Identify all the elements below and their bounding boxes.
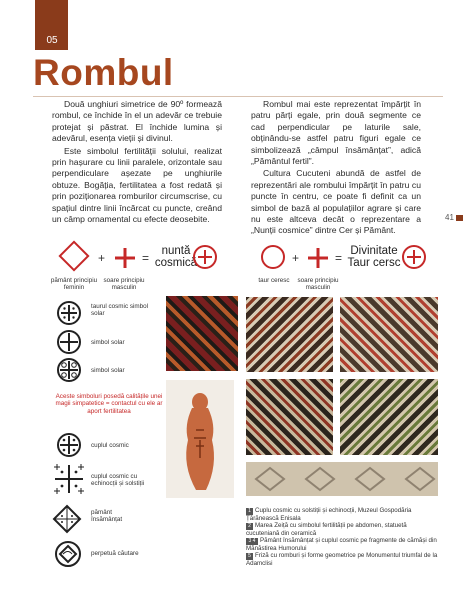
embroidered-textile-image — [166, 296, 238, 371]
circle-icon — [261, 245, 285, 269]
symbol-label: taurul cosmic simbol solar — [91, 303, 149, 318]
equals-sign: = — [142, 251, 150, 265]
symbol-label: simbol solar — [91, 339, 125, 346]
caption-text: Pământ însămânțat și cuplul cosmic pe fragmente de cămăși din Mănăstirea Humorului — [246, 537, 437, 553]
sun-cross-icon — [306, 246, 330, 270]
embroidered-shirt-image — [340, 297, 438, 372]
sun-cross-icon — [113, 246, 137, 270]
sun-label: soare principiu masculin — [297, 277, 339, 292]
cross-circle-dots-icon — [57, 301, 81, 325]
cucuteni-statuette-image — [166, 380, 234, 498]
diamond-icon — [58, 240, 89, 271]
fertility-note: Aceste simboluri posedă calitățile unei magii simpatetice = contactul cu ele ar aport fertilitatea — [55, 393, 163, 415]
paragraph: Rombul mai este reprezentat împărțit în patru părți egale, prin două segmente ce cad perpendicular pe laturile sale, obținându-se astfel patru figuri egale ce simbolizează „câmpul însămânțat”, adică „Pământul fertil”. — [251, 99, 421, 167]
spiral-search-icon — [54, 540, 82, 568]
diamond-label: pământ principiu feminin — [50, 277, 98, 292]
paragraph: Două unghiuri simetrice de 90º formează rombul, ce închide în el un adevăr ce trebuie protejat și păstrat. El închide lumina și adevărul, esența vieții și divinul. — [52, 99, 222, 144]
caption-list — [246, 507, 441, 567]
embroidered-shirt-image — [246, 379, 333, 455]
caption-number: 3 4 — [246, 538, 258, 545]
page-title: Rombul — [33, 52, 174, 93]
equation-result: nuntă cosmică — [154, 245, 198, 269]
embroidered-shirt-image — [340, 379, 438, 455]
plus-sign: + — [98, 251, 106, 265]
paragraph: Cultura Cucuteni abundă de astfel de reprezentări ale rombului împărțit în patru cu puncte în centru, ce poate fi definit ca un simbol de bază al populațiilor agrare și care nu este altceva decât o reprezentare a „Nunții cosmice” dintre Cer și Pământ. — [251, 168, 421, 236]
embroidered-shirt-image — [246, 297, 333, 372]
caption-number: 2 — [246, 523, 253, 530]
symbol-label: cuplul cosmic — [91, 442, 129, 449]
plus-sign: + — [292, 251, 300, 265]
page-number: 41 — [445, 213, 454, 222]
caption-number: 1 — [246, 508, 253, 515]
caption-text: Friză cu romburi și forme geometrice pe Monumentul triumfal de la Adamclisi — [246, 552, 438, 568]
sown-field-icon — [52, 504, 82, 534]
caption-item — [246, 537, 441, 552]
stone-frieze-image — [246, 462, 438, 496]
sun-label: soare principiu masculin — [103, 277, 145, 292]
symbol-label: pământ însămânțat — [91, 509, 123, 524]
caption-item — [246, 522, 441, 537]
caption-number: 5 — [246, 553, 253, 560]
caption-item — [246, 552, 441, 567]
caption-text: Cuplu cosmic cu solstiții și echinocții, Muzeul Gospodăria Țărănească Enisala — [246, 507, 412, 522]
symbol-label: simbol solar — [91, 367, 125, 374]
chapter-number: 05 — [46, 35, 58, 46]
page-marker — [456, 215, 463, 221]
paragraph: Este simbolul fertilității solului, realizat prin hașurare cu linii paralele, orizontale sau perpendiculare așezate pe unghiurile obtuze. Bogăția, fertilitatea a fost redată și prin poziționarea romburilor circumscrise, cu spațiul dintre linii încărcat cu puncte, creând un câmp ornamental cu efecte deosebite. — [52, 145, 222, 225]
symbol-label: perpetuă căutare — [91, 550, 139, 557]
cosmic-couple-icon — [57, 433, 81, 457]
equation-result: Divinitate Taur cersc — [347, 245, 401, 269]
circle-label: taur ceresc — [258, 277, 290, 284]
title-divider — [33, 96, 443, 97]
caption-item — [246, 507, 441, 522]
left-text-column — [52, 99, 222, 226]
symbol-label: cuplul cosmic cu echinocții și solstiții — [91, 473, 145, 488]
circle-cross-icon — [402, 245, 426, 269]
circle-cross-icon — [193, 245, 217, 269]
caption-text: Marea Zeiță cu simbolul fertilității pe abdomen, statuetă cucuteniană din ceramică — [246, 522, 407, 538]
equals-sign: = — [335, 251, 343, 265]
cross-circle-icon — [57, 330, 81, 354]
quartered-circle-icon — [57, 358, 81, 382]
right-text-column — [251, 99, 421, 238]
cross-solstice-icon — [52, 462, 86, 496]
